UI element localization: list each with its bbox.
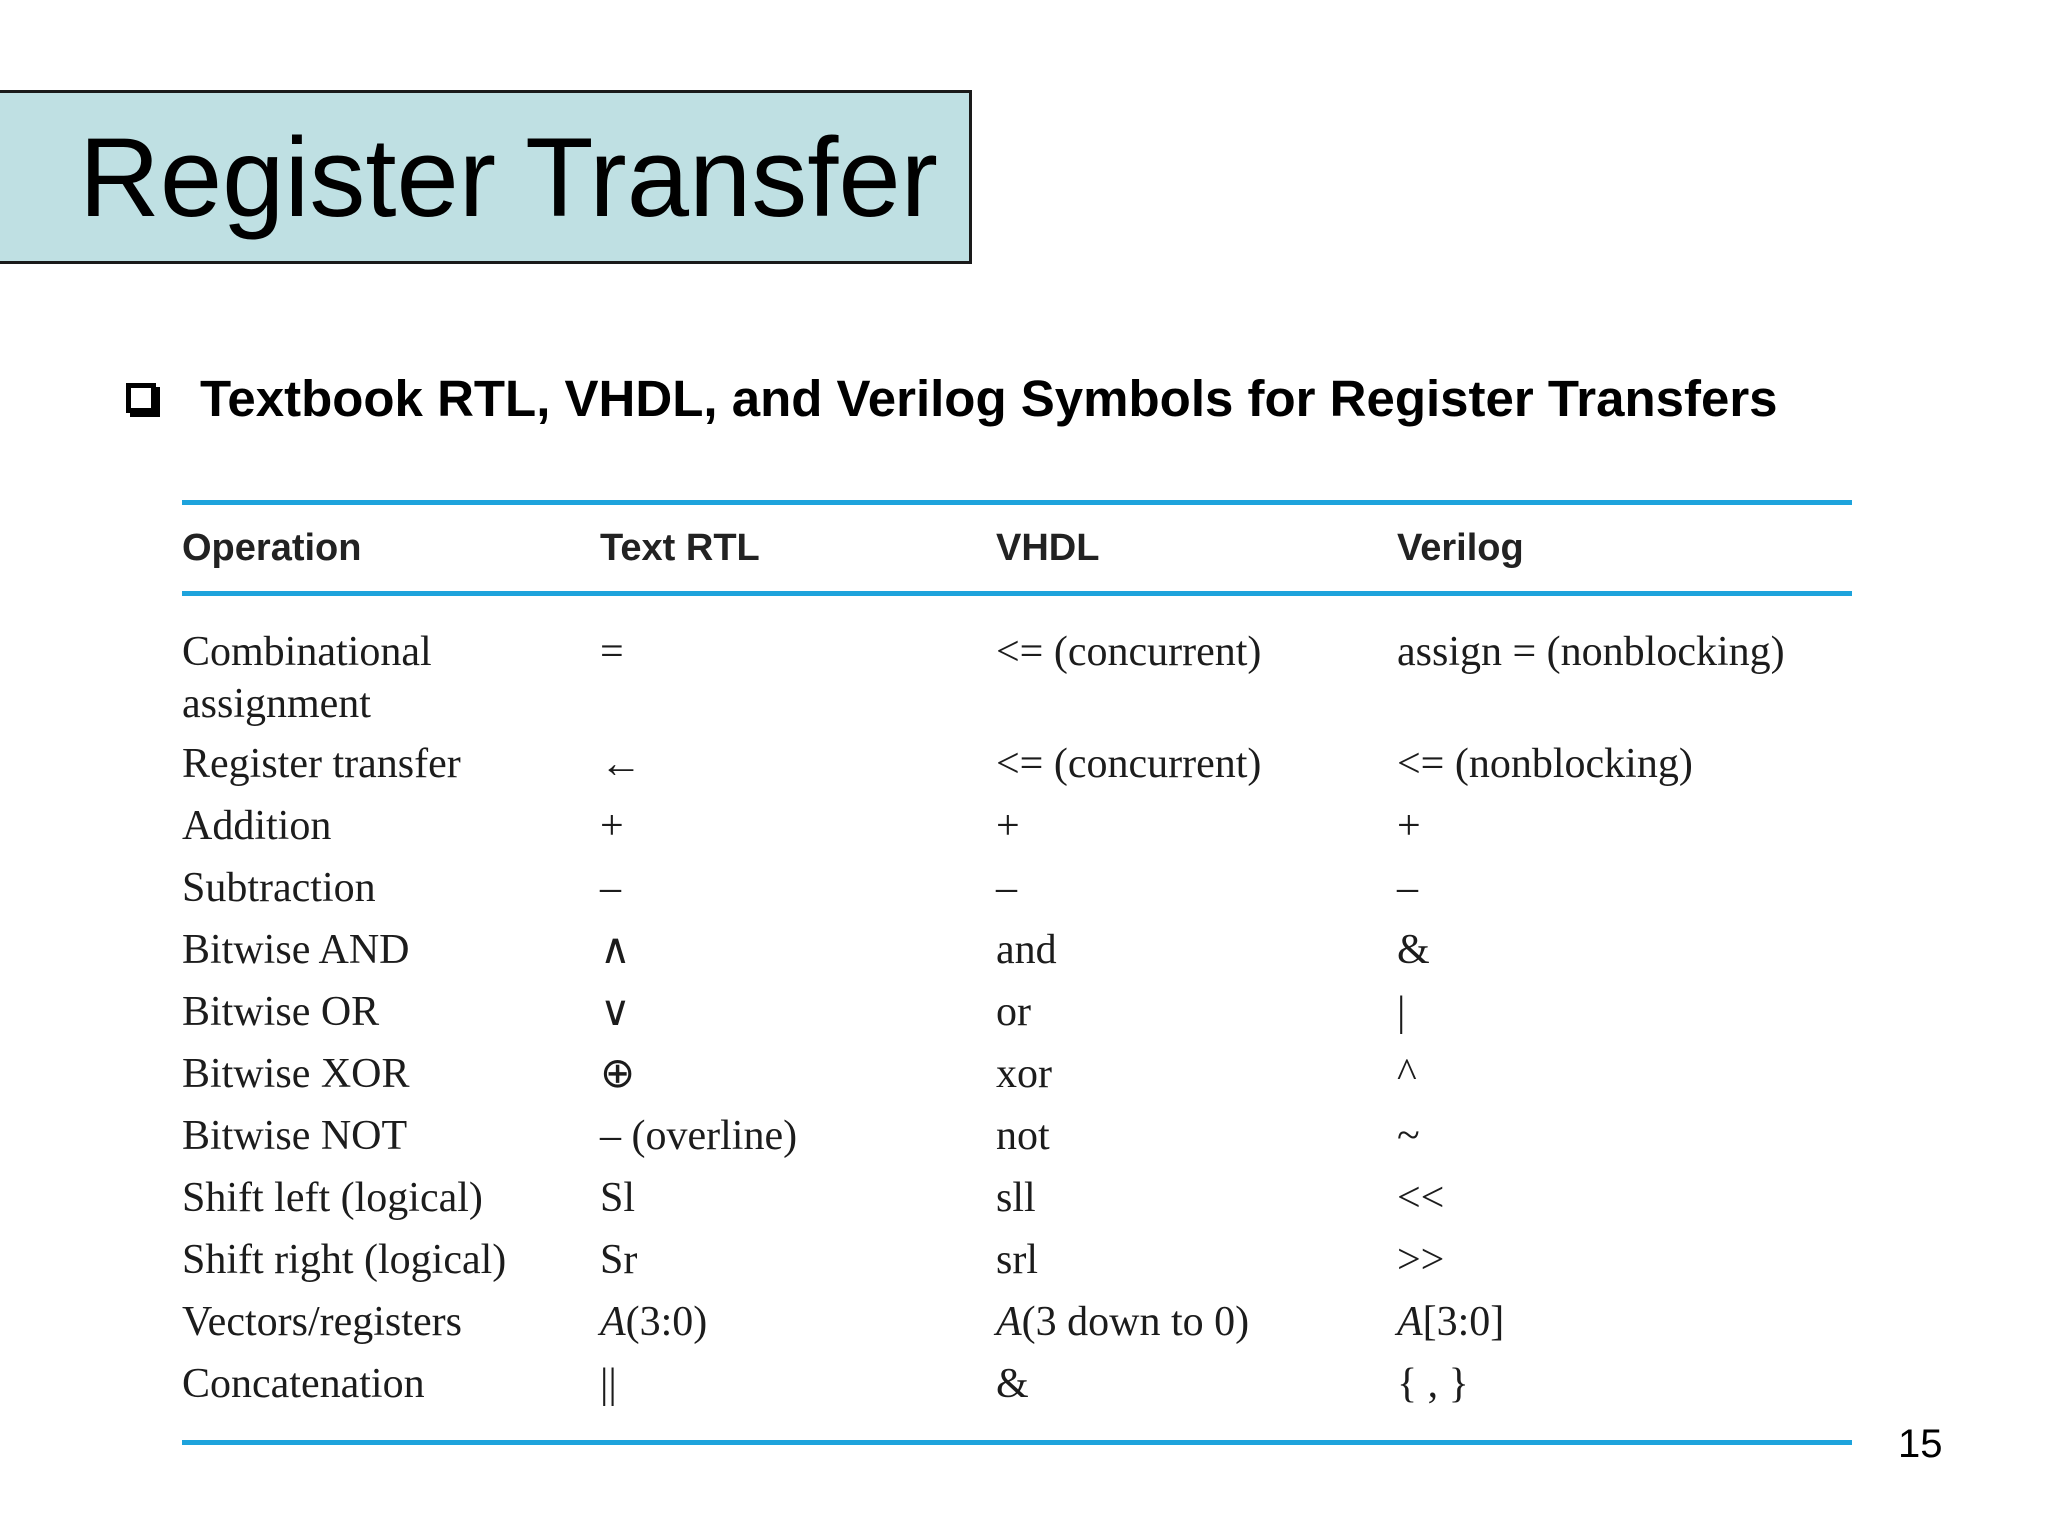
table-row — [182, 1358, 1852, 1420]
vhdl-cell: xor — [996, 1051, 1052, 1097]
rtl-cell: ⊕ — [600, 1051, 636, 1097]
table-row — [182, 626, 1852, 738]
table-row — [182, 986, 1852, 1048]
operation-cell: Bitwise OR — [182, 989, 380, 1035]
operation-cell: Subtraction — [182, 865, 376, 911]
header-operation: Operation — [182, 526, 362, 569]
table-row — [182, 800, 1852, 862]
operation-cell: Shift left (logical) — [182, 1175, 483, 1221]
operation-cell: Combinational assignment — [182, 629, 432, 727]
vhdl-cell: not — [996, 1113, 1050, 1159]
rtl-cell: ← — [600, 741, 642, 787]
operation-cell: Addition — [182, 803, 332, 849]
symbols-table — [182, 500, 1852, 1445]
vhdl-cell: – — [996, 865, 1017, 911]
vhdl-cell: + — [996, 803, 1020, 849]
vector-name: A — [996, 1299, 1022, 1345]
rtl-cell: – — [600, 865, 621, 911]
verilog-cell: <= (nonblocking) — [1397, 741, 1693, 787]
table-row — [182, 1296, 1852, 1358]
table-row — [182, 1048, 1852, 1110]
rtl-cell: ∨ — [600, 989, 631, 1035]
operation-cell: Bitwise XOR — [182, 1051, 410, 1097]
verilog-cell: | — [1397, 989, 1406, 1035]
verilog-cell — [1397, 1296, 1852, 1348]
rtl-cell: – (overline) — [600, 1113, 798, 1159]
vector-name: A — [600, 1299, 626, 1345]
verilog-cell: + — [1397, 803, 1421, 849]
vhdl-cell — [996, 1296, 1397, 1348]
verilog-cell: << — [1397, 1175, 1445, 1221]
rtl-cell: + — [600, 803, 624, 849]
operation-cell: Vectors/registers — [182, 1299, 462, 1345]
operation-cell: Bitwise AND — [182, 927, 410, 973]
bullet-item — [126, 362, 1778, 434]
rtl-cell: Sr — [600, 1237, 638, 1283]
rtl-cell: ∧ — [600, 927, 631, 973]
operation-cell: Concatenation — [182, 1361, 425, 1407]
operation-cell: Bitwise NOT — [182, 1113, 408, 1159]
vhdl-cell: & — [996, 1361, 1029, 1407]
vector-range: (3:0) — [625, 1299, 708, 1345]
rtl-cell: || — [600, 1361, 617, 1407]
verilog-cell: & — [1397, 927, 1430, 973]
vhdl-cell: <= (concurrent) — [996, 741, 1262, 787]
verilog-cell: { , } — [1397, 1361, 1469, 1407]
vector-name: A — [1397, 1299, 1423, 1345]
table-row — [182, 1172, 1852, 1234]
vhdl-cell: or — [996, 989, 1031, 1035]
verilog-cell: ~ — [1397, 1113, 1420, 1159]
header-verilog: Verilog — [1397, 526, 1524, 569]
square-bullet-icon — [126, 383, 156, 413]
operation-cell: Register transfer — [182, 741, 461, 787]
vhdl-cell: sll — [996, 1175, 1036, 1221]
vector-range: (3 down to 0) — [1021, 1299, 1250, 1345]
page-number: 15 — [1898, 1422, 1943, 1466]
bullet-text: Textbook RTL, VHDL, and Verilog Symbols for Register Transfers — [200, 369, 1778, 427]
header-vhdl: VHDL — [996, 526, 1100, 569]
slide-title: Register Transfer — [79, 115, 938, 240]
rtl-cell: Sl — [600, 1175, 636, 1221]
vhdl-cell: <= (concurrent) — [996, 629, 1262, 675]
rtl-cell: = — [600, 629, 624, 675]
operation-cell: Shift right (logical) — [182, 1237, 507, 1283]
vhdl-cell: srl — [996, 1237, 1038, 1283]
table-row — [182, 1234, 1852, 1296]
table-row — [182, 738, 1852, 800]
table-body — [182, 596, 1852, 1440]
table-row — [182, 924, 1852, 986]
vhdl-cell: and — [996, 927, 1057, 973]
table-header-row — [182, 505, 1852, 591]
verilog-cell: – — [1397, 865, 1418, 911]
verilog-cell: ^ — [1397, 1051, 1417, 1097]
header-text-rtl: Text RTL — [600, 526, 760, 569]
title-banner — [0, 90, 972, 264]
verilog-cell: assign = (nonblocking) — [1397, 629, 1785, 675]
verilog-cell: >> — [1397, 1237, 1445, 1283]
rtl-cell — [600, 1296, 996, 1348]
table-row — [182, 862, 1852, 924]
vector-range: [3:0] — [1422, 1299, 1505, 1345]
table-row — [182, 1110, 1852, 1172]
table-bottom-rule — [182, 1440, 1852, 1445]
